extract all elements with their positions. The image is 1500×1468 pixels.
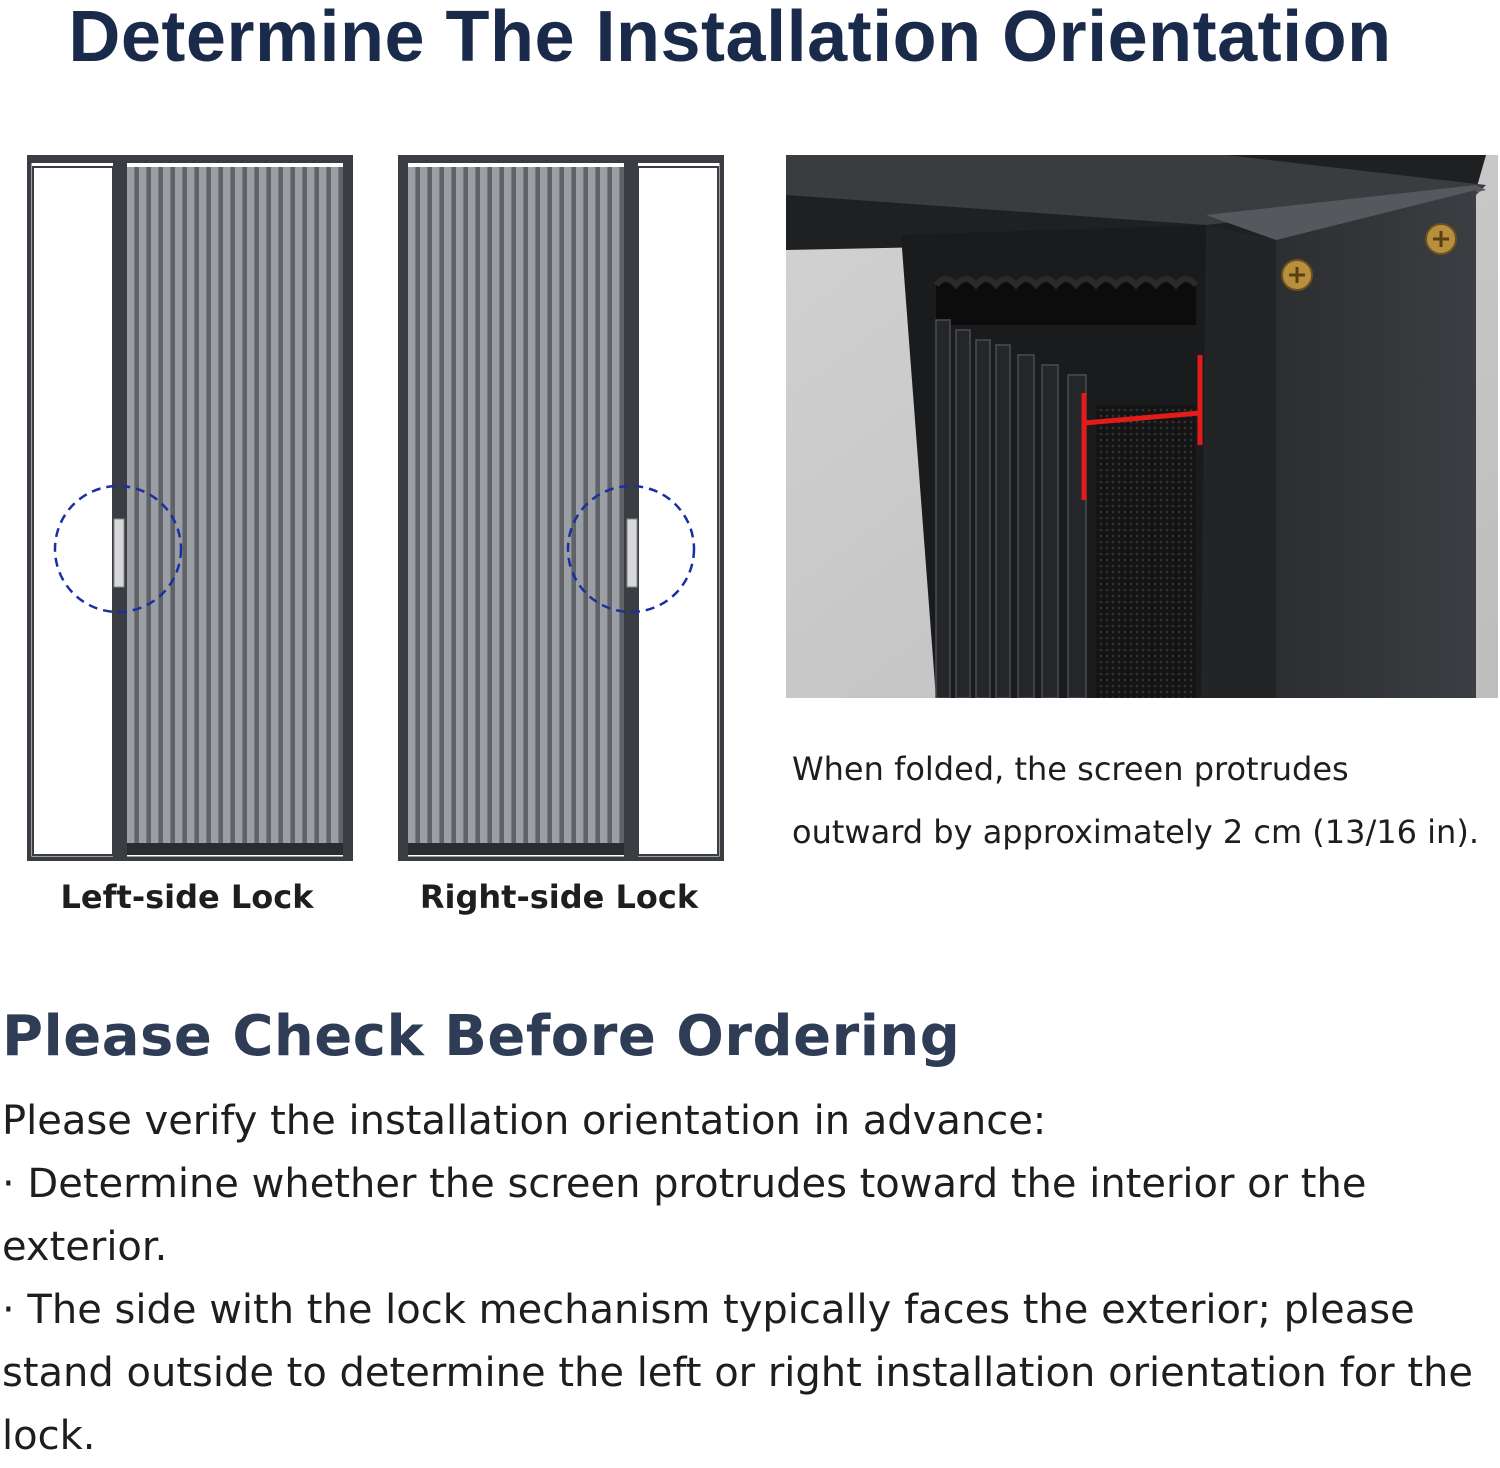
pleat-stripe — [619, 167, 624, 843]
pleat-stripe — [427, 167, 432, 843]
pleat-stripe — [547, 167, 552, 843]
pleat-stripe — [218, 167, 223, 843]
pleat-stripe — [535, 167, 540, 843]
pleat-stripe — [170, 167, 175, 843]
pleat-stripe — [230, 167, 235, 843]
pleat-stripe — [487, 167, 492, 843]
pleat-stripe — [194, 167, 199, 843]
instructions — [2, 1090, 1482, 1468]
right-lock-door-diagram — [398, 155, 724, 861]
pleat-stripe — [439, 167, 444, 843]
pleat-stripe — [571, 167, 576, 843]
photo-caption-line2: outward by approximately 2 cm (13/16 in). — [792, 813, 1479, 851]
section-heading: Please Check Before Ordering — [2, 1004, 961, 1069]
left-lock-door-diagram — [27, 155, 353, 861]
pleat-stripe — [182, 167, 187, 843]
pleated-mesh — [408, 167, 624, 855]
pleat-stripe — [475, 167, 480, 843]
pleat-stripe — [559, 167, 564, 843]
right-lock-label: Right-side Lock — [419, 878, 699, 916]
left-lock-label: Left-side Lock — [60, 878, 314, 916]
pleat-stripe — [290, 167, 295, 843]
lock-handle-icon — [627, 519, 637, 587]
instructions-bullet-2: · The side with the lock mechanism typically faces the exterior; please stand outside to determine the left or right installation orientation for the lock. — [2, 1287, 1473, 1459]
folded-screen-photo — [786, 155, 1498, 698]
pleated-mesh — [127, 167, 343, 855]
pleat-stripe — [511, 167, 516, 843]
pleat-stripe — [146, 167, 151, 843]
pleat-stripe — [134, 167, 139, 843]
pleat-stripe — [415, 167, 420, 843]
photo-caption-line1: When folded, the screen protrudes — [792, 750, 1349, 788]
pleat-stripe — [242, 167, 247, 843]
instructions-bullet-1: · Determine whether the screen protrudes toward the interior or the exterior. — [2, 1161, 1367, 1270]
instructions-intro: Please verify the installation orientation in advance: — [2, 1098, 1047, 1144]
pleat-stripe — [463, 167, 468, 843]
lock-handle-icon — [114, 519, 124, 587]
pleat-stripe — [607, 167, 612, 843]
pleat-stripe — [302, 167, 307, 843]
pleat-stripe — [326, 167, 331, 843]
pleat-stripe — [314, 167, 319, 843]
pleat-stripe — [266, 167, 271, 843]
pleat-stripe — [499, 167, 504, 843]
pleat-stripe — [278, 167, 283, 843]
pleat-stripe — [523, 167, 528, 843]
pleat-stripe — [338, 167, 343, 843]
pleat-stripe — [254, 167, 259, 843]
photo-caption — [792, 738, 1492, 864]
pleat-stripe — [206, 167, 211, 843]
pleat-stripe — [595, 167, 600, 843]
pleat-stripe — [451, 167, 456, 843]
page-title: Determine The Installation Orientation — [68, 0, 1392, 77]
